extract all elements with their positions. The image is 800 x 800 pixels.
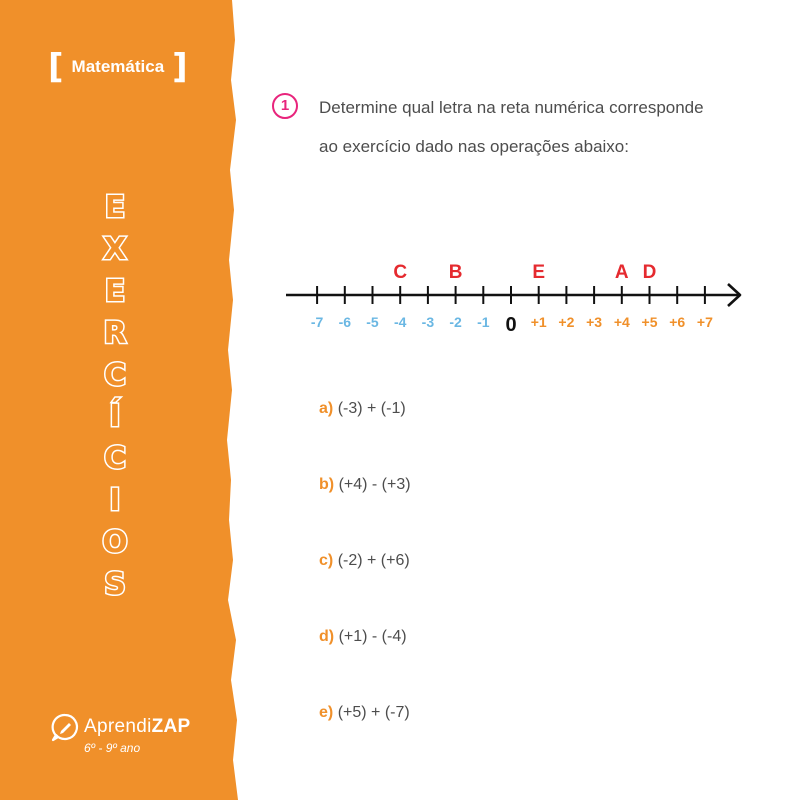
exercise-item-c	[319, 552, 410, 570]
number-line-tick-label: -3	[421, 314, 435, 330]
vertical-letter: R	[103, 315, 127, 351]
bracket-open: [	[48, 47, 64, 87]
question-number: 1	[272, 93, 298, 119]
number-line-tick-label: +5	[641, 314, 658, 330]
pencil-chat-icon	[50, 712, 80, 742]
number-line-tick-label: -2	[449, 314, 462, 330]
item-letter: d)	[319, 628, 335, 645]
subject-tag	[48, 47, 188, 87]
number-line-tick-label: +6	[669, 314, 686, 330]
item-letter: b)	[319, 476, 335, 493]
number-line-tick-label: +3	[586, 314, 603, 330]
vertical-letter: O	[102, 525, 128, 561]
number-line-tick-label: -5	[366, 314, 379, 330]
exercise-item-d	[319, 628, 407, 646]
number-line-tick-label: -1	[477, 314, 490, 330]
item-letter: e)	[319, 704, 334, 721]
item-expression: (+4) - (+3)	[338, 476, 411, 493]
number-line-tick-label: +2	[558, 314, 575, 330]
bracket-close: ]	[172, 47, 188, 87]
point-label-a: A	[614, 262, 629, 283]
vertical-letter: C	[103, 357, 127, 393]
vertical-letter: Í	[109, 399, 121, 435]
vertical-title	[95, 188, 135, 607]
point-label-e: E	[532, 262, 546, 283]
vertical-letter: I	[109, 483, 121, 519]
number-line-tick-label: -6	[338, 314, 352, 330]
vertical-letter: C	[103, 441, 127, 477]
item-expression: (-2) + (+6)	[337, 552, 410, 569]
exercise-item-a	[319, 400, 406, 418]
number-line-tick-label: -7	[310, 314, 324, 330]
item-letter: c)	[319, 552, 334, 569]
item-expression: (-3) + (-1)	[337, 400, 406, 417]
exercise-item-b	[319, 476, 411, 494]
brand-logo	[50, 712, 191, 742]
vertical-letter: E	[104, 190, 126, 225]
grade-range: 6º - 9º ano	[84, 741, 141, 755]
vertical-letter: X	[103, 231, 127, 267]
point-label-d: D	[642, 262, 657, 283]
number-line-tick-label: 0	[505, 314, 517, 336]
item-expression: (+1) - (-4)	[338, 628, 407, 645]
number-line-tick-label: -4	[393, 314, 407, 330]
item-expression: (+5) + (-7)	[337, 704, 410, 721]
point-label-b: B	[448, 262, 463, 283]
vertical-letter: E	[104, 273, 126, 309]
vertical-letter: S	[104, 567, 126, 603]
question-text: Determine qual letra na reta numérica corresponde ao exercício dado nas operações abaixo:	[319, 98, 704, 156]
number-line-tick-label: +7	[696, 314, 713, 330]
exercise-item-e	[319, 704, 410, 722]
number-line-tick-label: +1	[530, 314, 547, 330]
number-line-tick-label: +4	[613, 314, 630, 330]
sidebar	[0, 0, 240, 800]
subject-label: Matemática	[71, 57, 165, 76]
item-letter: a)	[319, 400, 334, 417]
number-line	[280, 255, 750, 340]
brand-name	[84, 716, 191, 738]
point-label-c: C	[393, 262, 408, 283]
brand-name-bold: ZAP	[151, 716, 191, 737]
brand-name-light: Aprendi	[84, 716, 152, 737]
